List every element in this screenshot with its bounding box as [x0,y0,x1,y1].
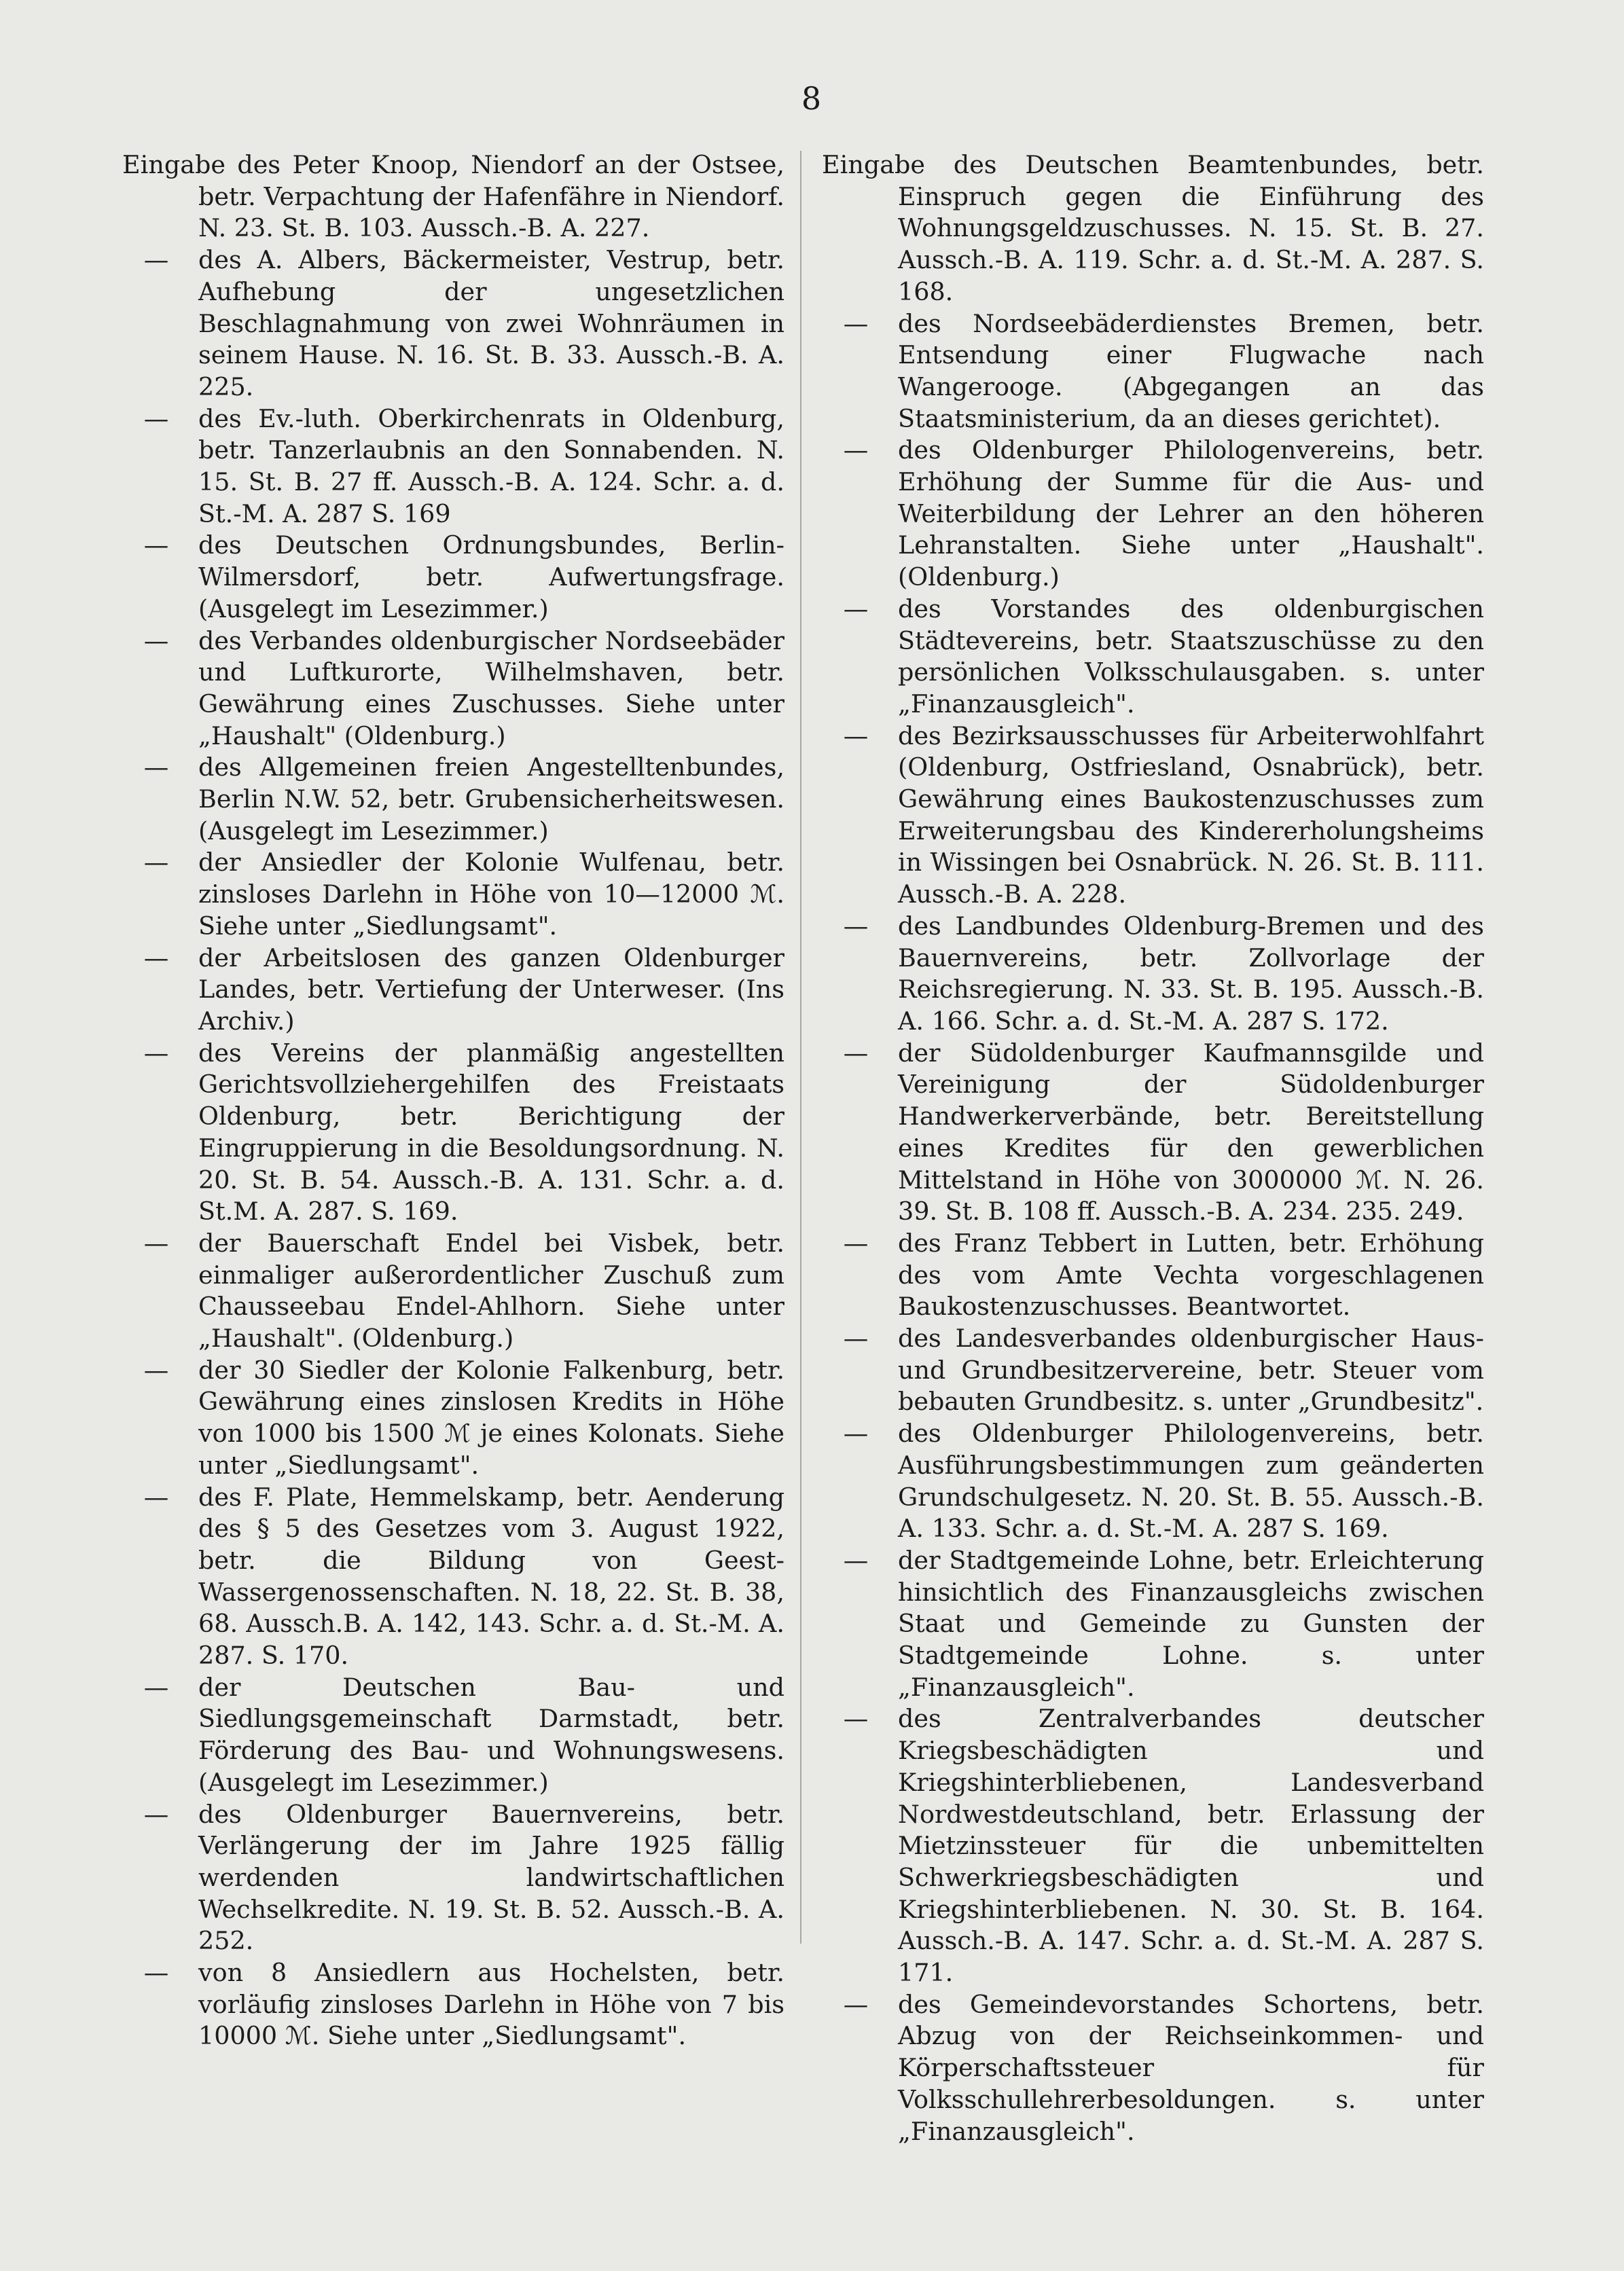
entry-text: des Landesverbandes oldenburgischer Haus- und Grundbesitzervereine, betr. Steuer vom bebauten Grundbesitz. s. unter „Grundbesitz". [898,1324,1484,1417]
entry-text: der Ansiedler der Kolonie Wulfenau, betr. zinsloses Darlehn in Höhe von 10—12000 ℳ. Siehe unter „Siedlungsamt". [198,848,784,941]
right-column [822,149,1484,2147]
list-item [822,149,1484,308]
entry-text: des Zentralverbandes deutscher Kriegsbeschädigten und Kriegshinterbliebenen, Landesverband Nordwestdeutschland, betr. Erlassung der Mietzinssteuer für die unbemittelten Schwerkriegsbeschädigten und Kriegshinterbliebenen. N. 30. St. B. 164. Aussch.-B. A. 147. Schr. a. d. St.-M. A. 287 S. 171. [898,1704,1484,1988]
entry-text: der Stadtgemeinde Lohne, betr. Erleichterung hinsichtlich des Finanzausgleichs zwischen Staat und Gemeinde zu Gunsten der Stadtgemeinde Lohne. s. unter „Finanzausgleich". [898,1545,1484,1702]
entry-dash: — [843,1989,869,2019]
list-item [822,1038,1484,1228]
entry-dash: — [143,1672,169,1702]
entry-text: des A. Albers, Bäckermeister, Vestrup, betr. Aufhebung der ungesetzlichen Beschlagnahmung von zwei Wohnräumen in seinem Hause. N. 16. St. B. 33. Aussch.-B. A. 225. [198,245,784,401]
entry-text: des F. Plate, Hemmelskamp, betr. Aenderung des § 5 des Gesetzes vom 3. August 1922, betr. die Bildung von Geest-Wassergenossenschaften. N. 18, 22. St. B. 38, 68. Aussch.B. A. 142, 143. Schr. a. d. St.-M. A. 287. S. 170. [198,1482,784,1671]
entry-dash: — [143,1355,169,1385]
entry-text: des Nordseebäderdienstes Bremen, betr. Entsendung einer Flugwache nach Wangerooge. (Abgegangen an das Staatsministerium, da an dieses gerichtet). [898,308,1484,433]
entry-text: des Gemeindevorstandes Schortens, betr. Abzug von der Reichseinkommen- und Körperschaftssteuer für Volksschullehrerbesoldungen. s. unter „Finanzausgleich". [898,1989,1484,2146]
entry-dash: — [843,911,869,941]
entry-text: des Oldenburger Bauernvereins, betr. Verlängerung der im Jahre 1925 fällig werdenden landwirtschaftlichen Wechselkredite. N. 19. St. B. 52. Aussch.-B. A. 252. [198,1799,784,1956]
list-item [822,1545,1484,1704]
list-item [122,943,784,1038]
entry-dash: — [143,1958,169,1988]
entry-dash: — [843,1545,869,1575]
entry-dash: — [143,625,169,655]
list-item [122,244,784,403]
list-item [122,1228,784,1355]
list-item [122,403,784,530]
entry-dash: — [143,1228,169,1258]
entry-text: der Bauerschaft Endel bei Visbek, betr. einmaliger außerordentlicher Zuschuß zum Chausseebau Endel-Ahlhorn. Siehe unter „Haushalt". (Oldenburg.) [198,1228,784,1353]
entry-text: von 8 Ansiedlern aus Hochelsten, betr. vorläufig zinsloses Darlehn in Höhe von 7 bis 10000 ℳ. Siehe unter „Siedlungsamt". [198,1958,784,2051]
entry-dash: — [843,435,869,465]
entry-dash: — [843,1324,869,1353]
list-item [822,1323,1484,1418]
entry-dash: — [143,943,169,973]
entry-dash: — [843,1228,869,1258]
column-divider [800,151,801,1944]
list-item [122,1957,784,2052]
entry-dash: — [143,403,169,433]
entry-dash: — [843,1038,869,1068]
entry-text: des Vereins der planmäßig angestellten Gerichtsvollziehergehilfen des Freistaats Oldenburg, betr. Berichtigung der Eingruppierung in die Besoldungsordnung. N. 20. St. B. 54. Aussch.-B. A. 131. Schr. a. d. St.M. A. 287. S. 169. [198,1038,784,1227]
list-item [122,1355,784,1482]
entry-text: des Ev.-luth. Oberkirchenrats in Oldenburg, betr. Tanzerlaubnis an den Sonnabenden. N. 15. St. B. 27 ff. Aussch.-B. A. 124. Schr. a. d. St.-M. A. 287 S. 169 [198,403,784,528]
entry-dash: — [143,530,169,560]
list-item [822,721,1484,911]
list-item [122,1482,784,1672]
list-item [122,149,784,244]
list-item [822,911,1484,1038]
entry-text: des Oldenburger Philologenvereins, betr. Erhöhung der Summe für die Aus- und Weiterbildung der Lehrer an den höheren Lehranstalten. Siehe unter „Haushalt". (Oldenburg.) [898,435,1484,592]
left-column [122,149,784,2052]
entry-dash: — [143,245,169,275]
entry-text: Eingabe des Deutschen Beamtenbundes, betr. Einspruch gegen die Einführung des Wohnungsgeldzuschusses. N. 15. St. B. 27. Aussch.-B. A. 119. Schr. a. d. St.-M. A. 287. S. 168. [822,150,1484,306]
list-item [122,625,784,752]
page-number: 8 [801,80,823,117]
entry-dash: — [843,1704,869,1734]
list-item [822,594,1484,721]
entry-dash: — [143,1482,169,1512]
list-item [822,1418,1484,1545]
entry-text: des Bezirksausschusses für Arbeiterwohlfahrt (Oldenburg, Ostfriesland, Osnabrück), betr. Gewährung eines Baukostenzuschusses zum Erweiterungsbau des Kindererholungsheims in Wissingen bei Osnabrück. N. 26. St. B. 111. Aussch.-B. A. 228. [898,721,1484,909]
entry-text: des Verbandes oldenburgischer Nordseebäder und Luftkurorte, Wilhelmshaven, betr. Gewährung eines Zuschusses. Siehe unter „Haushalt" (Oldenburg.) [198,625,784,750]
list-item [822,435,1484,594]
entry-dash: — [143,1799,169,1829]
list-item [122,847,784,942]
entry-text: der 30 Siedler der Kolonie Falkenburg, betr. Gewährung eines zinslosen Kredits in Höhe von 1000 bis 1500 ℳ je eines Kolonats. Siehe unter „Siedlungsamt". [198,1355,784,1480]
entry-text: des Oldenburger Philologenvereins, betr. Ausführungsbestimmungen zum geänderten Grundschulgesetz. N. 20. St. B. 55. Aussch.-B. A. 133. Schr. a. d. St.-M. A. 287 S. 169. [898,1419,1484,1544]
entry-text: des Vorstandes des oldenburgischen Städtevereins, betr. Staatszuschüsse zu den persönlichen Volksschulausgaben. s. unter „Finanzausgleich". [898,594,1484,719]
entry-dash: — [843,594,869,623]
list-item [122,1038,784,1228]
entry-text: der Arbeitslosen des ganzen Oldenburger Landes, betr. Vertiefung der Unterweser. (Ins Archiv.) [198,943,784,1036]
entry-dash: — [143,752,169,782]
list-item [122,752,784,847]
list-item [122,1672,784,1799]
entry-text: Eingabe des Peter Knoop, Niendorf an der Ostsee, betr. Verpachtung der Hafenfähre in Niendorf. N. 23. St. B. 103. Aussch.-B. A. 227. [122,150,784,243]
entry-dash: — [143,1038,169,1068]
entry-text: des Franz Tebbert in Lutten, betr. Erhöhung des vom Amte Vechta vorgeschlagenen Baukostenzuschusses. Beantwortet. [898,1228,1484,1322]
entry-text: der Südoldenburger Kaufmannsgilde und Vereinigung der Südoldenburger Handwerkerverbände, betr. Bereitstellung eines Kredites für den gewerblichen Mittelstand in Höhe von 3000000 ℳ. N. 26. 39. St. B. 108 ff. Aussch.-B. A. 234. 235. 249. [898,1038,1484,1227]
entry-text: des Allgemeinen freien Angestelltenbundes, Berlin N.W. 52, betr. Grubensicherheitswesen. (Ausgelegt im Lesezimmer.) [198,752,784,846]
list-item [122,530,784,625]
entry-text: des Deutschen Ordnungsbundes, Berlin-Wilmersdorf, betr. Aufwertungsfrage. (Ausgelegt im Lesezimmer.) [198,530,784,623]
list-item [822,1703,1484,1988]
list-item [822,1228,1484,1323]
entry-text: des Landbundes Oldenburg-Bremen und des Bauernvereins, betr. Zollvorlage der Reichsregierung. N. 33. St. B. 195. Aussch.-B. A. 166. Schr. a. d. St.-M. A. 287 S. 172. [898,911,1484,1036]
entry-dash: — [843,721,869,750]
entry-dash: — [143,848,169,877]
entry-dash: — [843,308,869,338]
list-item [122,1799,784,1958]
entry-dash: — [843,1419,869,1449]
list-item [822,308,1484,435]
entry-text: der Deutschen Bau- und Siedlungsgemeinschaft Darmstadt, betr. Förderung des Bau- und Wohnungswesens. (Ausgelegt im Lesezimmer.) [198,1672,784,1797]
list-item [822,1989,1484,2148]
